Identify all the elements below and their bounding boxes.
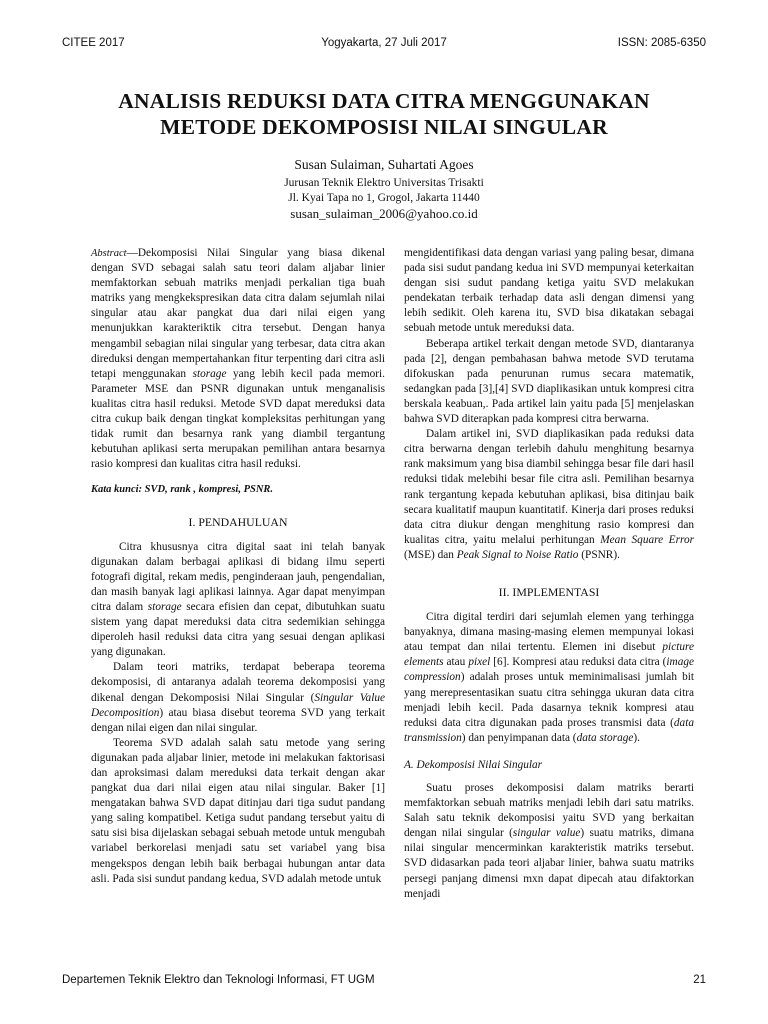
abstract-text-2: yang lebih kecil pada memori. Parameter MSE dan PSNR digunakan untuk menganalisis kualitas citra hasil reduksi. Metode SVD dapat mereduksi data citra cukup baik dengan tingkat kompleksitas perhitungan yang tidak rumit dan besarnya rank yang diambil tergantung kebutuhan aplikasi serta merupakan pemilihan antara besarnya rasio kompresi dan kualitas citra hasil reduksi. (91, 367, 385, 471)
section-heading-introduction: I. PENDAHULUAN (188, 514, 288, 529)
intro-p5-text: Dalam artikel ini, SVD diaplikasikan pada reduksi data citra berwarna dengan terlebih dahulu menghitung besarnya rank maksimum yang bisa diambil sehingga besar file dari hasil reduksi tidak melebihi besar file citra asli. Pemilihan besarnya rank tergantung kepada kebutuhan aplikasi, bisa ditinjau baik secara kualitatif maupun kuantitatif. Kinerja dari proses reduksi data citra diukur dengan menghitung rasio kompresi dan kualitas citra, yaitu melalui perhitungan (404, 428, 694, 546)
impl-p1-text-5: ) dan penyimpanan data ( (461, 731, 577, 744)
intro-paragraph-4: Beberapa artikel terkait dengan metode SVD, diantaranya pada [2], dengan pembahasan bahwa metode SVD terutama difokuskan pada penurunan rumus secara matematik, sedangkan pada [3],[4] SVD diaplikasikan untuk kompresi citra berskala keabuan,. Pada artikel lain yaitu pada [5] menjelaskan bahwa SVD diterapkan pada kompresi citra berwarna. (404, 337, 694, 426)
running-header-right: ISSN: 2085-6350 (617, 37, 706, 49)
paper-title-line2: METODE DEKOMPOSISI NILAI SINGULAR (160, 115, 608, 139)
intro-p1-italic: storage (147, 600, 182, 613)
left-column (91, 246, 385, 887)
paper-title (60, 88, 708, 140)
intro-paragraph-2 (91, 660, 385, 735)
abstract (91, 246, 385, 472)
page-number: 21 (693, 974, 706, 986)
impl-p2-text: Suatu proses dekomposisi dalam matriks berarti memfaktorkan sebuah matriks menjadi lebih dari satu matriks. Salah satu teknik dekomposisi yaitu SVD yang berkaitan dengan nilai singular ( (404, 782, 694, 840)
impl-p1-text: Citra digital terdiri dari sejumlah elemen yang terhingga banyaknya, dimana masing-masing elemen mempunyai lokasi atau tempat dan nilai tertentu. Elemen ini disebut (404, 611, 694, 654)
intro-p5-italic-1: Mean Square Error (600, 533, 694, 546)
intro-paragraph-1 (91, 540, 385, 661)
intro-p2-italic: Singular Value Decomposition (91, 691, 385, 719)
impl-paragraph-2 (404, 781, 694, 902)
abstract-text: Dekomposisi Nilai Singular yang biasa dikenal dengan SVD sebagai salah satu teori dalam aljabar linier memfaktorkan sebuah matriks menjadi perkalian tiga buah matriks yang mengkekspresikan data citra dalam sejumlah nilai singular atau akar pangkat dua dari nilai eigen yang menunjukkan karakteriktik citra tersebut. Dengan hanya mengambil sebagian nilai singular yang terbesar, data citra akan direduksi dengan mempertahankan fitur terpenting dari citra asli tetapi menggunakan (91, 247, 385, 380)
subsection-heading-svd: A. Dekomposisi Nilai Singular (404, 758, 543, 771)
abstract-italic: storage (192, 367, 227, 380)
abstract-label: Abstract (91, 248, 127, 259)
intro-paragraph-5 (404, 427, 694, 563)
impl-p1-text-6: ). (633, 731, 640, 744)
impl-paragraph-1 (404, 610, 694, 746)
impl-p1-text-4: ) adalah proses untuk meminimalisasi jumlah bit yang merepresentasikan suatu citra sehingga ukuran data citra menjadi lebih kecil. Pada dasarnya teknik kompresi atau reduksi data citra digunakan pada proses transmisi data ( (404, 671, 694, 729)
right-column (404, 246, 694, 902)
paper-title-line1: ANALISIS REDUKSI DATA CITRA MENGGUNAKAN (118, 89, 650, 113)
footer-institution: Departemen Teknik Elektro dan Teknologi Informasi, FT UGM (62, 974, 375, 986)
running-header-left: CITEE 2017 (62, 37, 125, 49)
author-email: susan_sulaiman_2006@yahoo.co.id (290, 206, 478, 221)
abstract-dash: — (126, 247, 138, 259)
section-heading-implementation: II. IMPLEMENTASI (498, 584, 600, 599)
impl-p2-text-2: ) suatu matriks, dimana nilai singular mencerminkan karakteristik matriks tersebut. SVD didasarkan pada teori aljabar linier, bahwa suatu matriks persegi panjang dimensi mxn dapat dipecah atau difaktorkan menjadi (404, 827, 694, 900)
impl-p1-italic-3: image compression (404, 656, 695, 684)
intro-paragraph-3-continued: mengidentifikasi data dengan variasi yang paling besar, dimana pada sisi sudut pandang kedua ini SVD mempunyai keterkaitan dengan sisi sudut pandang ketiga yaitu SVD melakukan pendekatan terbaik terhadap data asli dengan dimensi yang lebih sedikit. Oleh karena itu, SVD bisa dikatakan sebagai sebuah metode untuk mereduksi data. (404, 247, 694, 335)
intro-p2-text: Dalam teori matriks, terdapat beberapa teorema dekomposisi, di antaranya adalah teorema dekomposisi yang dikenal dengan Dekomposisi Nilai Singular ( (91, 661, 385, 704)
running-header-center: Yogyakarta, 27 Juli 2017 (321, 37, 447, 49)
impl-p1-italic-2: pixel (468, 656, 491, 669)
affiliation-address: Jl. Kyai Tapa no 1, Grogol, Jakarta 11440 (288, 192, 480, 204)
impl-p1-text-2: atau (446, 656, 466, 669)
impl-p1-italic-1: picture elements (404, 641, 694, 669)
impl-p1-italic-4: data transmission (404, 716, 694, 744)
intro-p1-text: Citra khususnya citra digital saat ini telah banyak digunakan dalam berbagai aplikasi di bidang ilmu seperti fotografi digital, rekam medis, penginderaan jauh, pengendalian, dan masih banyak lagi aplikasi lainnya. Agar dapat menyimpan citra dalam (91, 540, 385, 613)
intro-p5-text-3: (PSNR). (581, 548, 620, 561)
intro-p1-text-2: secara efisien dan cepat, dibutuhkan suatu sistem yang dapat mereduksi data citra sedemikian sehingga diperoleh hasil reduksi data citra yang sesuai dengan aplikasi yang digunakan. (91, 600, 386, 659)
intro-paragraph-3: Teorema SVD adalah salah satu metode yang sering digunakan pada aljabar linier, metode ini melakukan faktorisasi dan aproksimasi dalam mereduksi data terkait dengan akar pangkat dua dari nilai eigen atau nilai singular. Baker [1] mengatakan bahwa SVD dapat ditinjau dari tiga sudut pandang yang saling kompatibel. Ketiga sudut pandang tersebut yaitu di satu sisi bisa dijelaskan sebagai sebuah metode untuk mengubah variabel berkorelasi menjadi satu set variabel yang bisa mengekspos dengan lebih baik berbagai hubungan antar data asli. Pada sisi sundut pandang kedua, SVD adalah metode untuk (91, 736, 385, 885)
impl-p1-italic-5: data storage (576, 731, 634, 744)
impl-p2-italic: singular value (512, 827, 581, 840)
intro-p5-text-2: (MSE) dan (404, 548, 454, 561)
author-list: Susan Sulaiman, Suhartati Agoes (294, 157, 474, 172)
intro-p2-text-2: ) atau biasa disebut teorema SVD yang terkait dengan nilai eigen dan nilai singular. (91, 706, 385, 734)
intro-p5-italic-2: Peak Signal to Noise Ratio (456, 548, 579, 561)
impl-p1-text-3: [6]. Kompresi atau reduksi data citra ( (493, 656, 667, 669)
affiliation-department: Jurusan Teknik Elektro Universitas Trisakti (284, 177, 484, 189)
keywords: Kata kunci: SVD, rank , kompresi, PSNR. (91, 484, 274, 496)
